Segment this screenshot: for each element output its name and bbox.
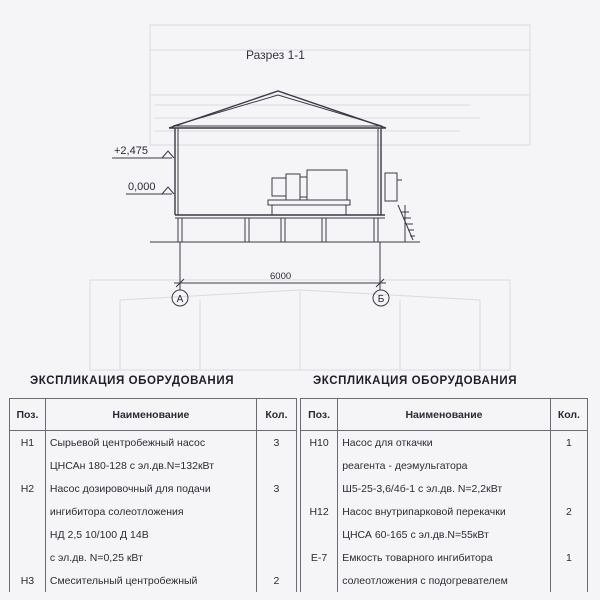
left-equipment-table xyxy=(9,398,297,592)
section-title: Разрез 1-1 xyxy=(246,48,305,62)
row-name: ЦНСА 60-165 с эл.дв.N=55кВт xyxy=(338,523,551,546)
row-qty xyxy=(550,569,587,592)
row-name: Насос внутрипарковой перекачки xyxy=(338,500,551,523)
row-qty xyxy=(550,477,587,500)
row-qty xyxy=(256,454,296,477)
header-pos: Поз. xyxy=(10,399,46,431)
table-row xyxy=(301,500,588,523)
row-pos: Н3 xyxy=(10,569,46,592)
row-pos xyxy=(10,523,46,546)
table-row xyxy=(10,431,297,455)
row-name: Насос для откачки xyxy=(338,431,551,455)
foundation-supports xyxy=(178,218,378,242)
table-row xyxy=(10,500,297,523)
row-name: Емкость товарного ингибитора xyxy=(338,546,551,569)
row-pos xyxy=(301,523,338,546)
table-row xyxy=(10,477,297,500)
table-row xyxy=(301,477,588,500)
table-header-row xyxy=(301,399,588,431)
axis-label-a: А xyxy=(176,294,184,305)
table-row xyxy=(10,546,297,569)
row-pos xyxy=(10,454,46,477)
dimension-span: 6000 xyxy=(270,271,292,282)
row-pos: Н10 xyxy=(301,431,338,455)
row-pos xyxy=(301,477,338,500)
table-row xyxy=(10,454,297,477)
row-pos: Е-7 xyxy=(301,546,338,569)
table-header-row xyxy=(10,399,297,431)
table-row xyxy=(10,523,297,546)
floor-slab xyxy=(175,215,385,218)
table-row xyxy=(301,523,588,546)
external-stair xyxy=(385,173,415,242)
table-row xyxy=(10,569,297,592)
row-qty xyxy=(256,523,296,546)
row-name: Сырьевой центробежный насос xyxy=(45,431,256,455)
row-qty: 3 xyxy=(256,431,296,455)
dimension-line xyxy=(174,242,386,290)
row-pos: Н2 xyxy=(10,477,46,500)
row-qty: 1 xyxy=(550,431,587,455)
table-row xyxy=(301,569,588,592)
header-name: Наименование xyxy=(338,399,551,431)
row-qty xyxy=(550,454,587,477)
row-name: солеотложения с подогревателем xyxy=(338,569,551,592)
elevation-roof: +2,475 xyxy=(114,145,148,157)
table-row xyxy=(301,431,588,455)
table-row xyxy=(301,546,588,569)
header-qty: Кол. xyxy=(550,399,587,431)
row-pos xyxy=(10,500,46,523)
right-table-title: ЭКСПЛИКАЦИЯ ОБОРУДОВАНИЯ xyxy=(313,375,518,387)
roof xyxy=(169,91,386,128)
header-name: Наименование xyxy=(45,399,256,431)
row-name: ЦНСАн 180-128 с эл.дв.N=132кВт xyxy=(45,454,256,477)
row-pos: Н12 xyxy=(301,500,338,523)
row-pos xyxy=(10,546,46,569)
row-name: с эл.дв. N=0,25 кВт xyxy=(45,546,256,569)
header-pos: Поз. xyxy=(301,399,338,431)
table-row xyxy=(301,454,588,477)
pump-unit xyxy=(268,170,350,215)
row-qty: 2 xyxy=(550,500,587,523)
row-name: реагента - деэмульгатора xyxy=(338,454,551,477)
row-qty xyxy=(256,500,296,523)
row-pos: Н1 xyxy=(10,431,46,455)
row-name: Насос дозировочный для подачи xyxy=(45,477,256,500)
header-qty: Кол. xyxy=(256,399,296,431)
elevation-floor: 0,000 xyxy=(128,181,156,193)
row-qty: 2 xyxy=(256,569,296,592)
row-name: ингибитора солеотложения xyxy=(45,500,256,523)
row-name: Смесительный центробежный xyxy=(45,569,256,592)
row-name: НД 2,5 10/100 Д 14В xyxy=(45,523,256,546)
row-name: Ш5-25-3,6/4б-1 с эл.дв. N=2,2кВт xyxy=(338,477,551,500)
row-qty: 1 xyxy=(550,546,587,569)
axis-label-b: Б xyxy=(377,294,385,305)
row-pos xyxy=(301,569,338,592)
left-table-title: ЭКСПЛИКАЦИЯ ОБОРУДОВАНИЯ xyxy=(30,375,235,387)
row-pos xyxy=(301,454,338,477)
row-qty xyxy=(256,546,296,569)
row-qty xyxy=(550,523,587,546)
row-qty: 3 xyxy=(256,477,296,500)
right-equipment-table xyxy=(300,398,588,592)
